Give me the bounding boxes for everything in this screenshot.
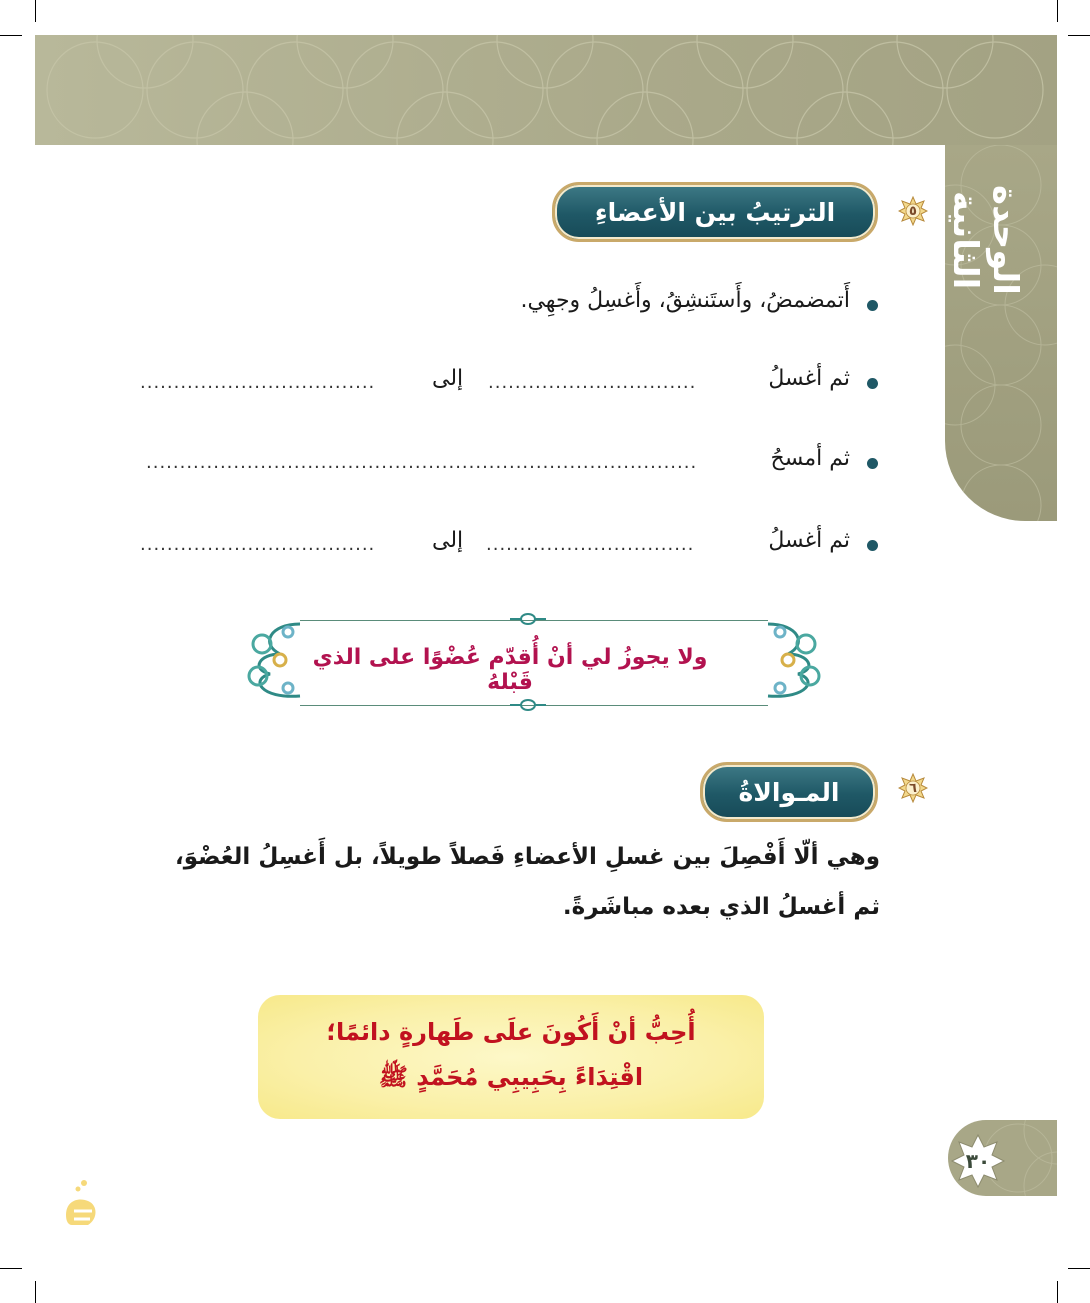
bullet-mid: إلى: [432, 528, 464, 553]
crop-mark: [35, 0, 36, 22]
bullet-prefix: ثم أغسلُ: [768, 366, 850, 391]
ornament-bottom-icon: [508, 698, 548, 712]
section-number: ٦: [909, 780, 917, 796]
section-title-text: الترتيبُ بين الأعضاءِ: [594, 197, 836, 227]
crop-mark: [1057, 1281, 1058, 1303]
blank-line[interactable]: ..................................................................................: [146, 452, 698, 473]
unit-title: الوحدة الثانية: [945, 185, 1025, 295]
crop-mark: [0, 35, 22, 36]
section-number-badge: [898, 196, 928, 226]
hadith-box: [258, 995, 764, 1119]
bullet-mid: إلى: [432, 366, 464, 391]
bullet-prefix: ثم أغسلُ: [768, 528, 850, 553]
ornament-top-icon: [508, 612, 548, 626]
bullet-dot: [867, 540, 878, 551]
crop-mark: [1068, 35, 1090, 36]
section-title-text: المـوالاةُ: [738, 777, 840, 807]
paragraph-line: ثم أغسلُ الذي بعده مباشَرةً.: [562, 894, 880, 920]
bullet-dot: [867, 378, 878, 389]
publisher-logo-icon: [58, 1175, 106, 1235]
bullet-prefix: ثم أمسحُ: [770, 446, 850, 471]
blank-line[interactable]: ...................................: [140, 534, 376, 555]
header-band: [35, 35, 1057, 145]
bullet-dot: [867, 458, 878, 469]
bullet-dot: [867, 300, 878, 311]
section-title-continuity: [700, 762, 878, 822]
section-number: ٥: [909, 203, 917, 219]
blank-line[interactable]: ...................................: [140, 372, 376, 393]
ornament-left-icon: [240, 614, 306, 706]
crop-mark: [35, 1281, 36, 1303]
blank-line[interactable]: ...............................: [488, 372, 697, 393]
crop-mark: [1057, 0, 1058, 22]
crop-mark: [0, 1268, 22, 1269]
paragraph-line: وهي ألّا أَفْصِلَ بين غسلِ الأعضاءِ فَصلاً طويلاً، بل أَغسِلُ العُضْوَ،: [174, 844, 880, 870]
rule-text: ولا يجوزُ لي أنْ أُقدّم عُضْوًا على الذي قَبْلهُ: [312, 645, 708, 695]
page-number-badge: [950, 1133, 1006, 1189]
hadith-line: أُحِبُّ أنْ أَكُونَ علَى طَهارةٍ دائمًا؛: [326, 1018, 696, 1046]
section-number-badge: [898, 773, 928, 803]
hadith-line: اقْتِدَاءً بِحَبِيبِي مُحَمَّدٍ ﷺ: [378, 1063, 644, 1091]
bullet-text: أَتمضمضُ، وأَستَنشِقُ، وأَغسِلُ وجهِي.: [520, 288, 850, 313]
ornament-right-icon: [762, 614, 828, 706]
blank-line[interactable]: ...............................: [486, 534, 695, 555]
section-title-ordering: [552, 182, 878, 242]
crop-mark: [1068, 1268, 1090, 1269]
page-number: ٣٠: [965, 1149, 991, 1173]
